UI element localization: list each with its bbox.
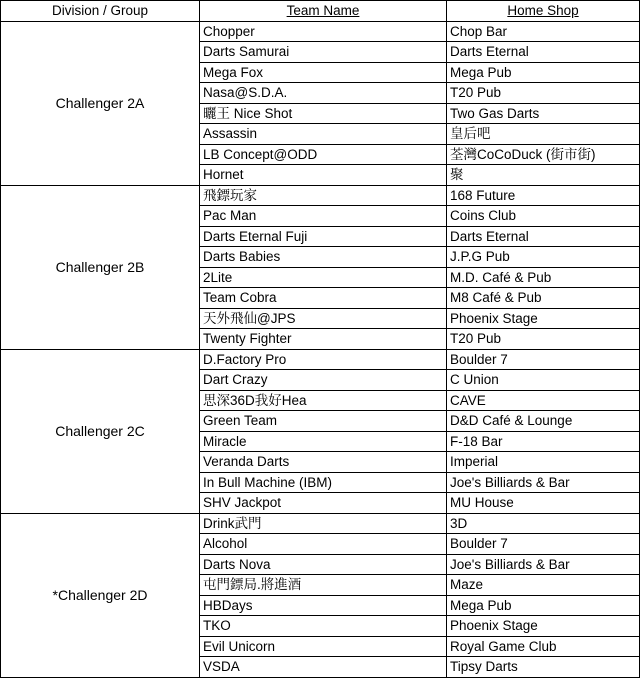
home-shop-cell: Boulder 7: [447, 534, 640, 555]
home-shop-cell: Coins Club: [447, 206, 640, 227]
team-name-cell: VSDA: [200, 657, 447, 678]
header-home-shop: Home Shop: [447, 1, 640, 22]
table-row: [1, 349, 640, 370]
home-shop-cell: Mega Pub: [447, 595, 640, 616]
table-body: [1, 21, 640, 677]
team-name-cell: Darts Samurai: [200, 42, 447, 63]
table-row: [1, 185, 640, 206]
home-shop-cell: Darts Eternal: [447, 226, 640, 247]
team-name-cell: 思深36D我好Hea: [200, 390, 447, 411]
team-name-cell: 2Lite: [200, 267, 447, 288]
team-name-cell: 天外飛仙@JPS: [200, 308, 447, 329]
home-shop-cell: T20 Pub: [447, 329, 640, 350]
team-name-cell: Assassin: [200, 124, 447, 145]
home-shop-cell: Two Gas Darts: [447, 103, 640, 124]
team-name-cell: 飛鏢玩家: [200, 185, 447, 206]
home-shop-cell: Boulder 7: [447, 349, 640, 370]
team-name-cell: Hornet: [200, 165, 447, 186]
home-shop-cell: Chop Bar: [447, 21, 640, 42]
home-shop-cell: Mega Pub: [447, 62, 640, 83]
team-name-cell: 曬王 Nice Shot: [200, 103, 447, 124]
header-team-name: Team Name: [200, 1, 447, 22]
team-name-cell: Dart Crazy: [200, 370, 447, 391]
home-shop-cell: Phoenix Stage: [447, 308, 640, 329]
team-name-cell: Darts Eternal Fuji: [200, 226, 447, 247]
home-shop-cell: J.P.G Pub: [447, 247, 640, 268]
header-division: Division / Group: [1, 1, 200, 22]
home-shop-cell: 聚: [447, 165, 640, 186]
home-shop-cell: Royal Game Club: [447, 636, 640, 657]
home-shop-cell: 皇后吧: [447, 124, 640, 145]
home-shop-cell: CAVE: [447, 390, 640, 411]
team-name-cell: SHV Jackpot: [200, 493, 447, 514]
team-name-cell: In Bull Machine (IBM): [200, 472, 447, 493]
team-name-cell: HBDays: [200, 595, 447, 616]
team-name-cell: LB Concept@ODD: [200, 144, 447, 165]
team-name-cell: Drink武門: [200, 513, 447, 534]
team-name-cell: Chopper: [200, 21, 447, 42]
home-shop-cell: T20 Pub: [447, 83, 640, 104]
home-shop-cell: F-18 Bar: [447, 431, 640, 452]
team-name-cell: Evil Unicorn: [200, 636, 447, 657]
team-name-cell: Veranda Darts: [200, 452, 447, 473]
team-name-cell: Green Team: [200, 411, 447, 432]
home-shop-cell: C Union: [447, 370, 640, 391]
team-name-cell: Mega Fox: [200, 62, 447, 83]
team-name-cell: Nasa@S.D.A.: [200, 83, 447, 104]
team-name-cell: 屯門鏢局.將進酒: [200, 575, 447, 596]
group-name: Challenger 2C: [1, 349, 200, 513]
group-name: *Challenger 2D: [1, 513, 200, 677]
header-row: [1, 1, 640, 22]
team-name-cell: TKO: [200, 616, 447, 637]
home-shop-cell: Imperial: [447, 452, 640, 473]
home-shop-cell: Tipsy Darts: [447, 657, 640, 678]
home-shop-cell: 3D: [447, 513, 640, 534]
table-row: [1, 21, 640, 42]
home-shop-cell: Joe's Billiards & Bar: [447, 554, 640, 575]
group-name: Challenger 2B: [1, 185, 200, 349]
table-row: [1, 513, 640, 534]
home-shop-cell: M.D. Café & Pub: [447, 267, 640, 288]
team-name-cell: Alcohol: [200, 534, 447, 555]
team-name-cell: Miracle: [200, 431, 447, 452]
home-shop-cell: Phoenix Stage: [447, 616, 640, 637]
home-shop-cell: 168 Future: [447, 185, 640, 206]
group-name: Challenger 2A: [1, 21, 200, 185]
team-name-cell: Darts Babies: [200, 247, 447, 268]
team-name-cell: D.Factory Pro: [200, 349, 447, 370]
home-shop-cell: M8 Café & Pub: [447, 288, 640, 309]
team-name-cell: Darts Nova: [200, 554, 447, 575]
home-shop-cell: D&D Café & Lounge: [447, 411, 640, 432]
home-shop-cell: Darts Eternal: [447, 42, 640, 63]
team-name-cell: Twenty Fighter: [200, 329, 447, 350]
team-name-cell: Pac Man: [200, 206, 447, 227]
home-shop-cell: Maze: [447, 575, 640, 596]
team-name-cell: Team Cobra: [200, 288, 447, 309]
home-shop-cell: MU House: [447, 493, 640, 514]
home-shop-cell: Joe's Billiards & Bar: [447, 472, 640, 493]
home-shop-cell: 荃灣CoCoDuck (街市街): [447, 144, 640, 165]
